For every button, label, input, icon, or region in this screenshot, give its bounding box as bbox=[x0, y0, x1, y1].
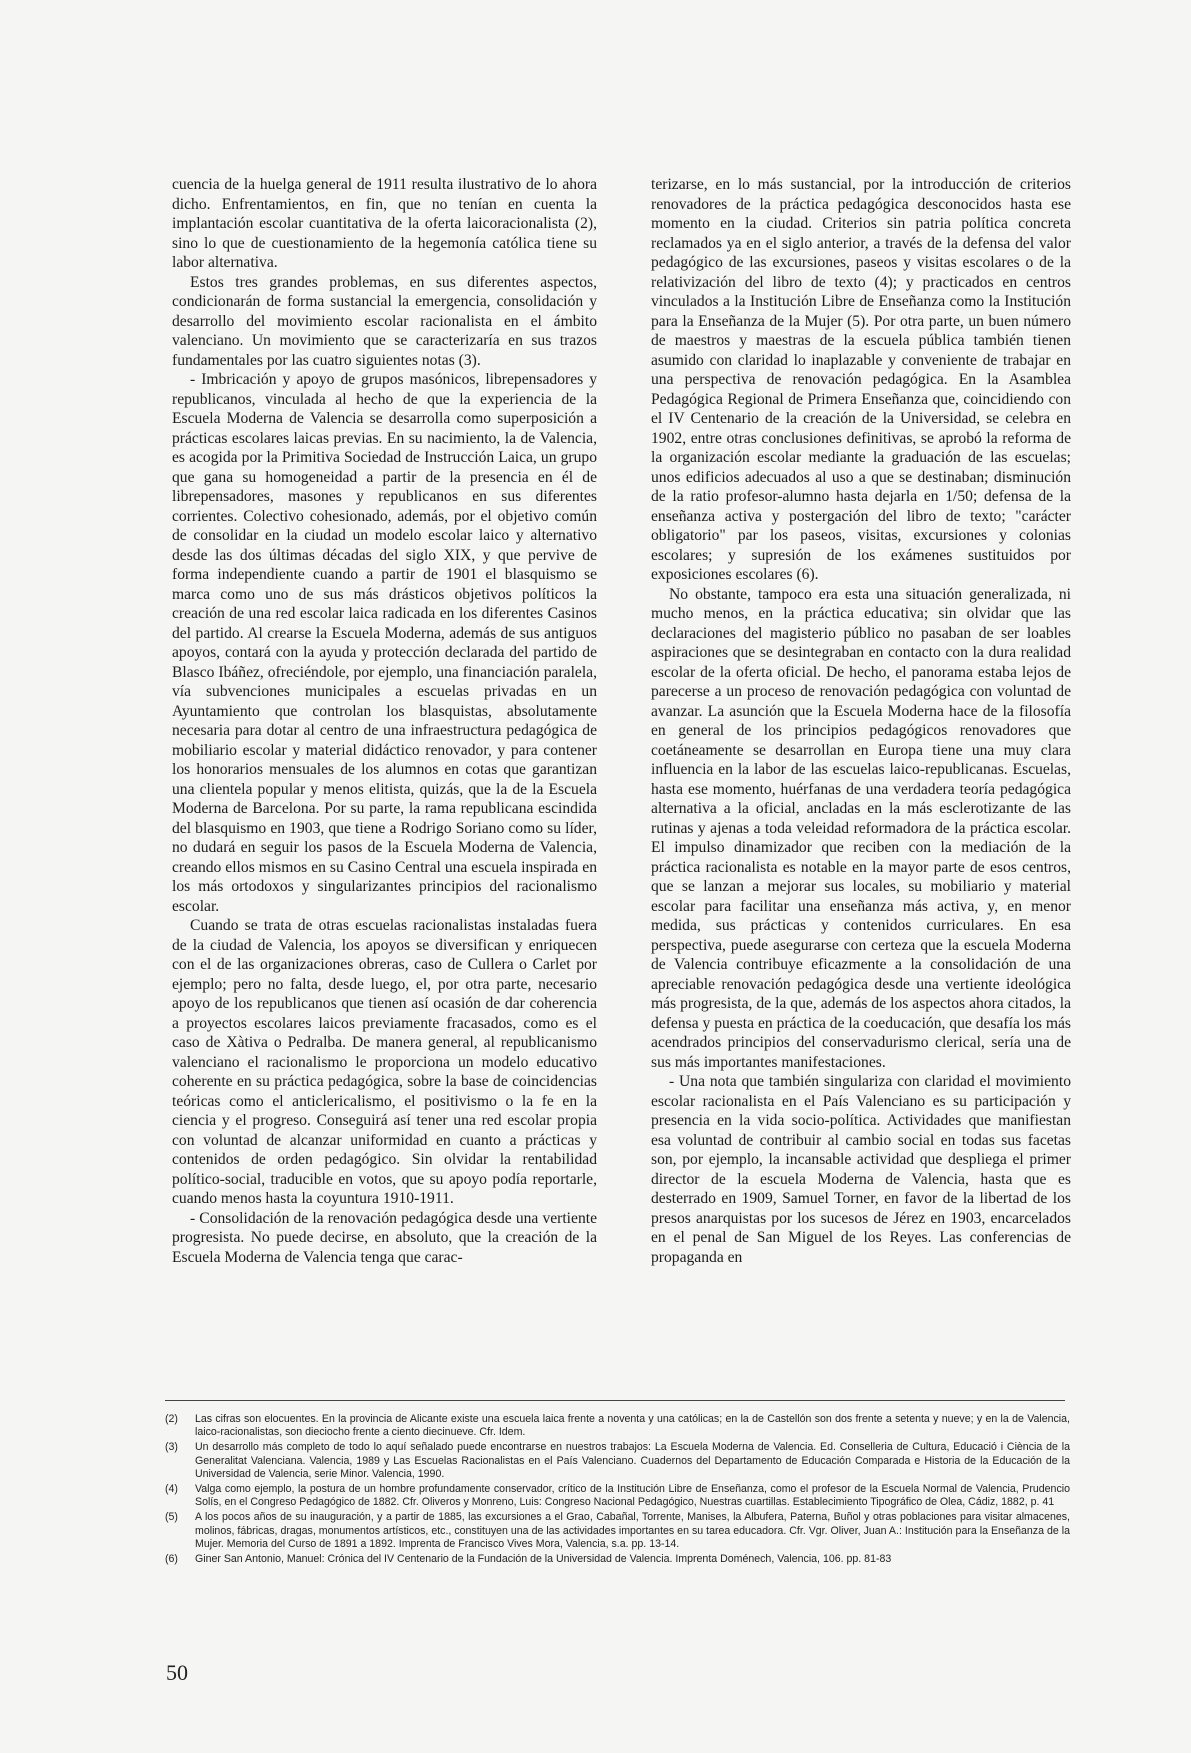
paragraph: No obstante, tampoco era esta una situación generalizada, ni mucho menos, en la práctica educativa; sin olvidar que las declaraciones del magisterio público no pasaban de ser loables aspiraciones que se desintegraban en contacto con la dura realidad escolar de la oferta oficial. De hecho, el panorama estaba lejos de parecerse a un proceso de renovación pedagógica con voluntad de avanzar. La asunción que la Escuela Moderna hace de la filosofía en general de los principios pedagógicos renovadores que coetáneamente se desarrollan en Europa tiene una muy clara influencia en la labor de las escuelas laico-republicanas. Escuelas, hasta ese momento, huérfanas de una verdadera teoría pedagógica alternativa a la oficial, ancladas en la más esclerotizante de las rutinas y ajenas a toda veleidad reformadora de la práctica escolar. El impulso dinamizador que reciben con la mediación de la práctica racionalista es notable en la mayor parte de esos centros, que se lanzan a mejorar sus locales, su mobiliario y material escolar para facilitar una enseñanza más activa, y, en menor medida, sus prácticas y contenidos curriculares. En esa perspectiva, puede asegurarse con certeza que la escuela Moderna de Valencia contribuye eficazmente a la consolidación de una apreciable renovación pedagógica desde una vertiente ideológica más progresista, de la que, además de los aspectos ahora citados, la defensa y puesta en práctica de la coeducación, que desafía los más acendrados principios del conservadurismo clerical, sería una de sus más importantes manifestaciones. bbox=[651, 585, 1071, 1071]
paragraph: - Consolidación de la renovación pedagógica desde una vertiente progresista. No puede decirse, en absoluto, que la creación de la Escuela Moderna de Valencia tenga que carac- bbox=[172, 1209, 597, 1266]
paragraph: - Imbricación y apoyo de grupos masónicos, librepensadores y republicanos, vinculada al hecho de que la experiencia de la Escuela Moderna de Valencia se desarrolla como superposición a prácticas escolares laicas previas. En su nacimiento, la de Valencia, es acogida por la Primitiva Sociedad de Instrucción Laica, un grupo que gana su homogeneidad a partir de la presencia en él de librepensadores, masones y republicanos en sus diferentes corrientes. Colectivo cohesionado, además, por el objetivo común de consolidar en la ciudad un modelo escolar laico y alternativo desde las dos últimas décadas del siglo XIX, y que pervive de forma independiente cuando a partir de 1901 el blasquismo se marca como uno de sus más drásticos objetivos políticos la creación de una red escolar laica radicada en los diferentes Casinos del partido. Al crearse la Escuela Moderna, además de sus antiguos apoyos, contará con la ayuda y protección declarada del partido de Blasco Ibáñez, ofreciéndole, por ejemplo, una financiación paralela, vía subvenciones municipales a escuelas privadas en un Ayuntamiento que controlan los blasquistas, absolutamente necesaria para dotar al centro de una infraestructura pedagógica de mobiliario escolar y material didáctico renovador, y para contener los honorarios mensuales de los alumnos en cotas que garantizan una clientela popular y menos elitista, quizás, que la de la Escuela Moderna de Barcelona. Por su parte, la rama republicana escindida del blasquismo en 1903, que tiene a Rodrigo Soriano como su líder, no dudará en seguir los pasos de la Escuela Moderna de Valencia, creando ellos mismos en su Casino Central una escuela inspirada en los más ortodoxos y singularizantes principios del racionalismo escolar. bbox=[172, 371, 597, 915]
footnote bbox=[165, 1553, 1070, 1566]
footnote-number: (6) bbox=[165, 1553, 178, 1566]
page-number: 50 bbox=[166, 1660, 188, 1685]
paragraph: - Una nota que también singulariza con claridad el movimiento escolar racionalista en el País Valenciano es su participación y presencia en la vida socio-política. Actividades que manifiestan esa voluntad de contribuir al cambio social en todas sus facetas son, por ejemplo, la incansable actividad que despliega el primer director de la escuela Moderna de Valencia, hasta que es desterrado en 1909, Samuel Torner, en favor de la libertad de los presos anarquistas por los sucesos de Jérez en 1903, encarcelados en el penal de San Miguel de los Reyes. Las conferencias de propaganda en bbox=[651, 1073, 1071, 1266]
footnote bbox=[165, 1441, 1070, 1481]
footnote bbox=[165, 1511, 1070, 1551]
left-text-column bbox=[172, 175, 597, 1267]
footnote-divider bbox=[165, 1400, 1065, 1401]
footnote-text: Giner San Antonio, Manuel: Crónica del IV Centenario de la Fundación de la Universidad de Valencia. Imprenta Doménech, Valencia, 106. pp. 81-83 bbox=[195, 1553, 892, 1566]
footnote-number: (5) bbox=[165, 1511, 178, 1524]
footnote-number: (2) bbox=[165, 1413, 178, 1425]
footnote-number: (3) bbox=[165, 1441, 178, 1454]
paragraph: terizarse, en lo más sustancial, por la introducción de criterios renovadores de la práctica pedagógica desconocidos hasta ese momento en la ciudad. Criterios sin patria política concreta reclamados ya en el siglo anterior, a través de la defensa del valor pedagógico de las excursiones, paseos y visitas escolares o de la relativización del libro de texto (4); y practicados en centros vinculados a la Institución Libre de Enseñanza como la Institución para la Enseñanza de la Mujer (5). Por otra parte, un buen número de maestros y maestras de la escuela pública también tienen asumido con claridad lo inaplazable y conveniente de trabajar en una perspectiva de renovación pedagógica. En la Asamblea Pedagógica Regional de Primera Enseñanza que, coincidiendo con el IV Centenario de la creación de la Universidad, se celebra en 1902, entre otras conclusiones definitivas, se aprobó la reforma de la organización escolar mediante la graduación de las escuelas; unos edificios adecuados al uso a que se destinaban; disminución de la ratio profesor-alumno hasta dejarla en 1/50; defensa de la enseñanza activa y postergación del libro de texto; "carácter obligatorio" par los paseos, visitas, excursiones y colonias escolares; y supresión de los exámenes sustituidos por exposiciones escolares (6). bbox=[651, 176, 1071, 583]
paragraph: cuencia de la huelga general de 1911 resulta ilustrativo de lo ahora dicho. Enfrentamientos, en fin, que no tenían en cuenta la implantación escolar cuantitativa de la oferta laicoracionalista (2), sino lo que de cuestionamiento de la hegemonía católica tiene su labor alternativa. bbox=[172, 176, 597, 271]
footnote-number: (4) bbox=[165, 1483, 178, 1496]
footnote-text: Un desarrollo más completo de todo lo aquí señalado puede encontrarse en nuestros trabajos: La Escuela Moderna de Valencia. Ed. Conselleria de Cultura, Educació i Ciència de la Generalitat Valenciana. Valencia, 1989 y Las Escuelas Racionalistas en el País Valenciano. Cuadernos del Departamento de Educación Comparada e Historia de la Educación de la Universidad de Valencia, serie Minor. Valencia, 1990. bbox=[195, 1441, 1070, 1480]
paragraph: Estos tres grandes problemas, en sus diferentes aspectos, condicionarán de forma sustancial la emergencia, consolidación y desarrollo del movimiento escolar racionalista en el ámbito valenciano. Un movimiento que se caracterizaría en sus trazos fundamentales por las cuatro siguientes notas (3). bbox=[172, 273, 597, 369]
footnote-text: Las cifras son elocuentes. En la provincia de Alicante existe una escuela laica frente a noventa y una católicas; en la de Castellón son dos frente a setenta y nueve; y en la de Valencia, laico-racionalistas, son dieciocho frente a ciento diecinueve. Cfr. Idem. bbox=[195, 1413, 1070, 1439]
footnote bbox=[165, 1483, 1070, 1509]
footnote-text: A los pocos años de su inauguración, y a partir de 1885, las excursiones a el Grao, Cabañal, Torrente, Manises, la Albufera, Paterna, Buñol y otras poblaciones para visitar almacenes, molinos, fábricas, dragas, monumentos artísticos, etc., constituyen una de las actividades importantes en su tarea educadora. Cfr. Vgr. Oliver, Juan A.: Institución para la Enseñanza de la Mujer. Memoria del Curso de 1891 a 1892. Imprenta de Francisco Vives Mora, Valencia, s.a. pp. 13-14. bbox=[195, 1511, 1070, 1550]
right-text-column bbox=[651, 175, 1071, 1267]
footnote-text: Valga como ejemplo, la postura de un hombre profundamente conservador, crítico de la Institución Libre de Enseñanza, como el profesor de la Escuela Normal de Valencia, Prudencio Solís, en el Congreso Pedagógico de 1882. Cfr. Oliveros y Monreno, Luis: Congreso Nacional Pedagógico, Nuestras cuartillas. Establecimiento Tipográfico de Olea, Cádiz, 1882, p. 41 bbox=[195, 1483, 1070, 1509]
footnotes bbox=[165, 1413, 1070, 1568]
footnote bbox=[165, 1413, 1070, 1439]
paragraph: Cuando se trata de otras escuelas racionalistas instaladas fuera de la ciudad de Valencia, los apoyos se diversifican y enriquecen con el de las organizaciones obreras, caso de Cullera o Carlet por ejemplo; pero no falta, desde luego, el, por otra parte, necesario apoyo de los republicanos que tienen así ocasión de dar coherencia a proyectos escolares laicos previamente fracasados, como es el caso de Xàtiva o Pedralba. De manera general, al republicanismo valenciano el racionalismo le proporciona un modelo educativo coherente en su práctica pedagógica, sobre la base de coincidencias teóricas como el anticlericalismo, el positivismo o la fe en la ciencia y el progreso. Conseguirá así tener una red escolar propia con voluntad de alcanzar uniformidad en cuanto a prácticas y contenidos de orden pedagógico. Sin olvidar la rentabilidad político-social, traducible en votos, que su apoyo podía reportarle, cuando menos hasta la coyuntura 1910-1911. bbox=[172, 917, 597, 1207]
